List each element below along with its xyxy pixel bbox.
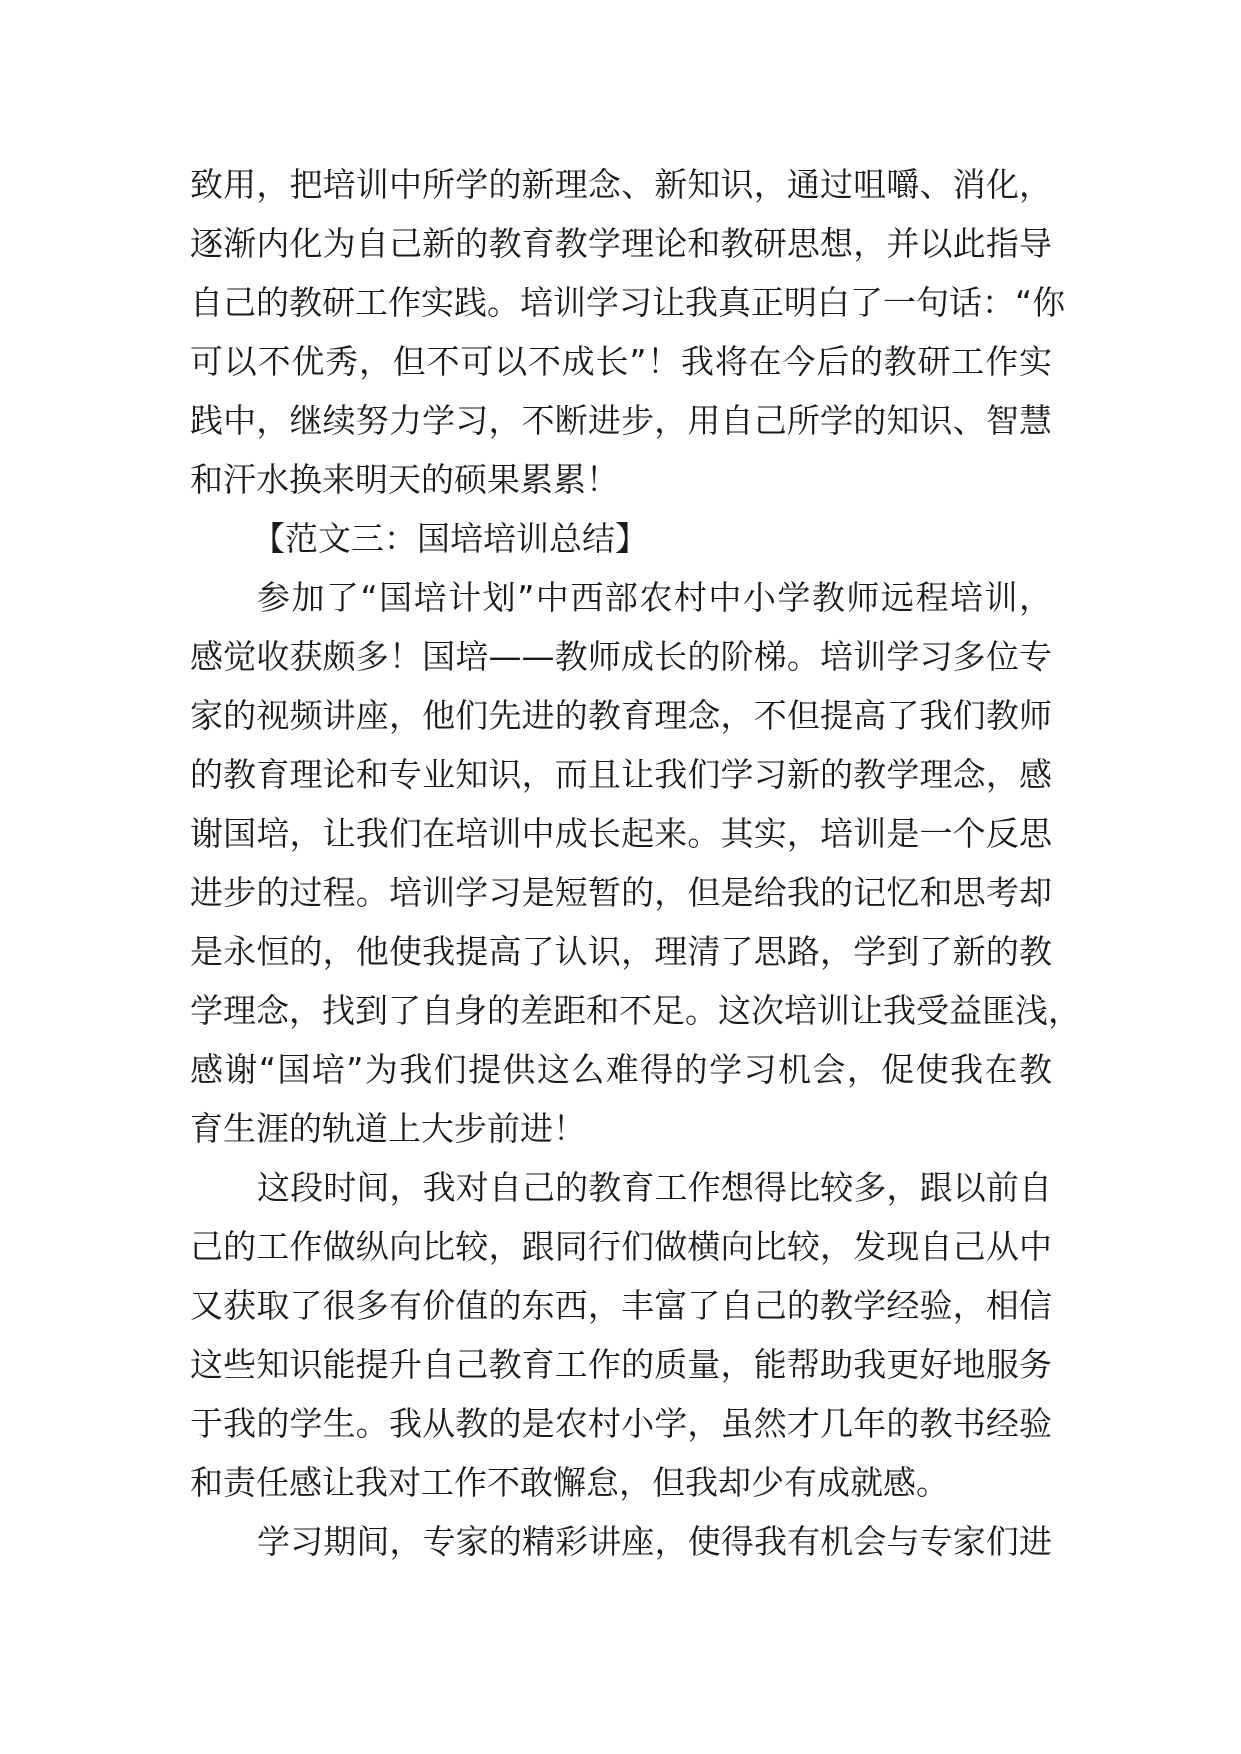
text-line: 育生涯的轨道上大步前进！ (190, 1109, 586, 1148)
text-line: 和汗水换来明天的硕果累累！ (190, 460, 619, 499)
text-line: 可以不优秀，但不可以不成长”！我将在今后的教研工作实 (190, 342, 1052, 381)
text-line: 致用，把培训中所学的新理念、新知识，通过咀嚼、消化， (190, 165, 1052, 204)
text-line: 这段时间，我对自己的教育工作想得比较多，跟以前自 (257, 1168, 1052, 1207)
text-line: 和责任感让我对工作不敢懈怠，但我却少有成就感。 (190, 1463, 949, 1502)
text-line: 逐渐内化为自己新的教育教学理论和教研思想，并以此指导 (190, 224, 1052, 263)
text-line: 家的视频讲座，他们先进的教育理念，不但提高了我们教师 (190, 696, 1052, 735)
text-line: 自己的教研工作实践。培训学习让我真正明白了一句话：“你 (190, 283, 1066, 322)
paragraph (190, 1512, 1052, 1571)
text-line: 感谢“国培”为我们提供这么难得的学习机会，促使我在教 (190, 1050, 1052, 1089)
section-heading: 【范文三：国培培训总结】 (252, 519, 648, 558)
paragraph (190, 1158, 1052, 1512)
text-line: 学理念，找到了自身的差距和不足。这次培训让我受益匪浅， (190, 991, 1081, 1030)
text-line: 感觉收获颇多！国培——教师成长的阶梯。培训学习多位专 (190, 637, 1052, 676)
text-line: 谢国培，让我们在培训中成长起来。其实，培训是一个反思 (190, 814, 1052, 853)
text-line: 是永恒的，他使我提高了认识，理清了思路，学到了新的教 (190, 932, 1052, 971)
paragraph (190, 568, 1081, 1158)
paragraph (190, 155, 1066, 509)
text-line: 己的工作做纵向比较，跟同行们做横向比较，发现自己从中 (190, 1227, 1052, 1266)
text-line: 这些知识能提升自己教育工作的质量，能帮助我更好地服务 (190, 1345, 1052, 1384)
text-line: 进步的过程。培训学习是短暂的，但是给我的记忆和思考却 (190, 873, 1052, 912)
document-body (190, 155, 1081, 1571)
text-line: 的教育理论和专业知识，而且让我们学习新的教学理念，感 (190, 755, 1052, 794)
text-line: 又获取了很多有价值的东西，丰富了自己的教学经验，相信 (190, 1286, 1052, 1325)
text-line: 参加了“国培计划”中西部农村中小学教师远程培训， (257, 578, 1052, 617)
text-line: 践中，继续努力学习，不断进步，用自己所学的知识、智慧 (190, 401, 1052, 440)
text-line: 于我的学生。我从教的是农村小学，虽然才几年的教书经验 (190, 1404, 1052, 1443)
text-line: 学习期间，专家的精彩讲座，使得我有机会与专家们进 (257, 1522, 1052, 1561)
